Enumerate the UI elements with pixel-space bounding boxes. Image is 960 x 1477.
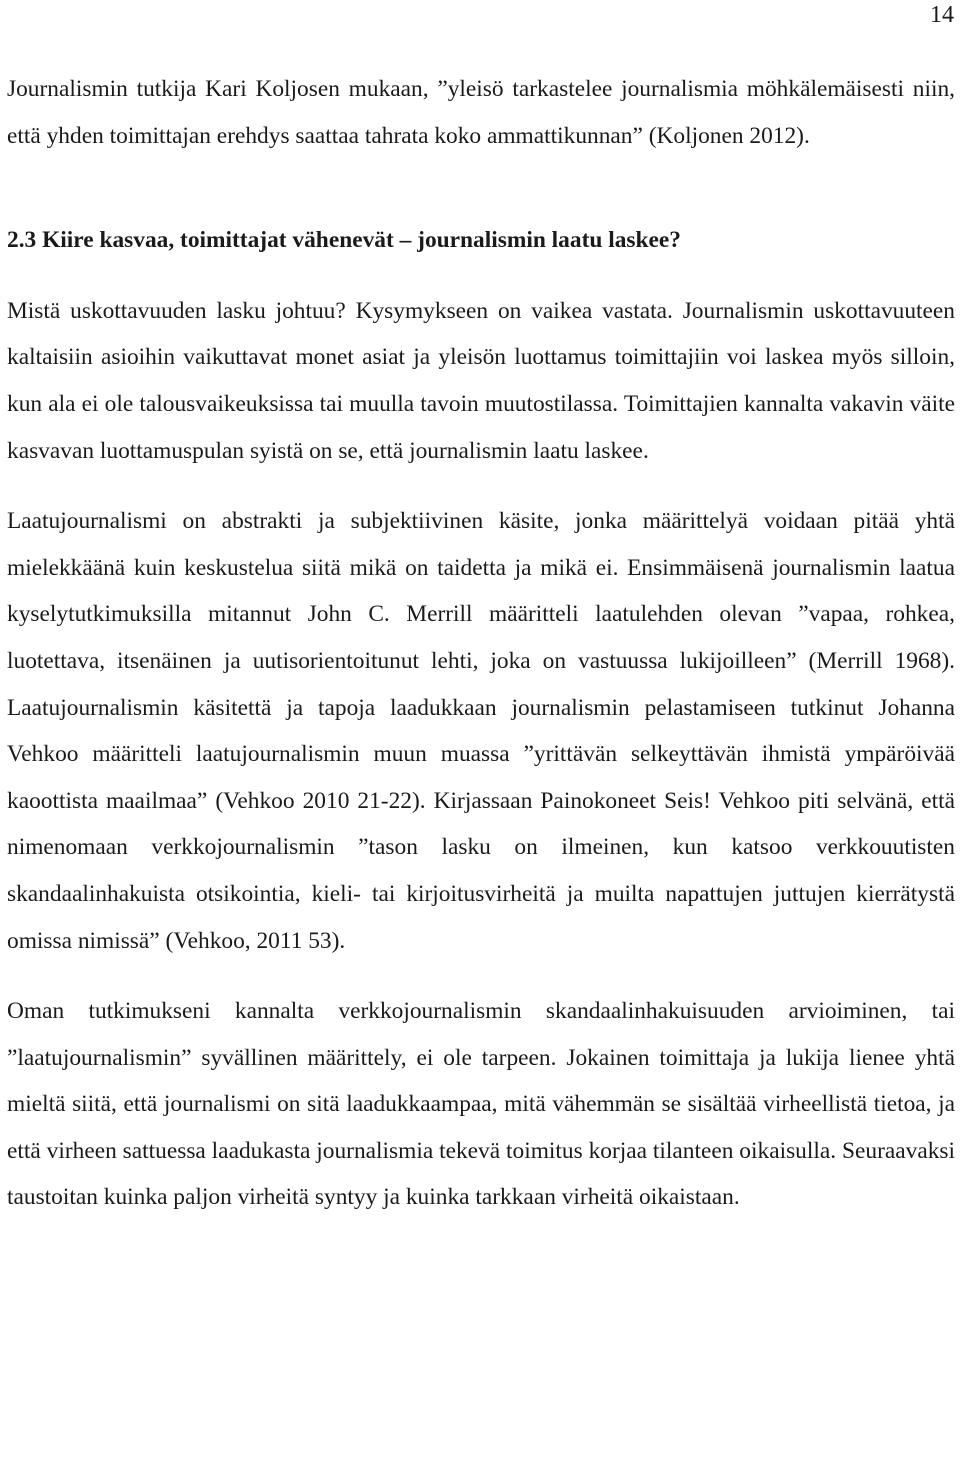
spacer — [7, 264, 955, 288]
document-body — [7, 66, 955, 1221]
paragraph-quality-journalism: Laatujournalismi on abstrakti ja subjektiivinen käsite, jonka määrittelyä voidaan pitää yhtä mielekkäänä kuin keskustelua siitä mikä on taidetta ja mikä ei. Ensimmäisenä journalismin laatua kyselytutkimuksilla mitannut John C. Merrill määritteli laatulehden olevan ”vapaa, rohkea, luotettava, itsenäinen ja uutisorientoitunut lehti, joka on vastuussa lukijoilleen” (Merrill 1968). Laatujournalismin käsitettä ja tapoja laadukkaan journalismin pelastamiseen tutkinut Johanna Vehkoo määritteli laatujournalismin muun muassa ”yrittävän selkeyttävän ihmistä ympäröivää kaoottista maailmaa” (Vehkoo 2010 21-22). Kirjassaan Painokoneet Seis! Vehkoo piti selvänä, että nimenomaan verkkojournalismin ”tason lasku on ilmeinen, kun katsoo verkkouutisten skandaalinhakuista otsikointia, kieli- tai kirjoitusvirheitä ja muilta napattujen juttujen kierrätystä omissa nimissä” (Vehkoo, 2011 53). — [7, 508, 955, 954]
paragraph-koljonen-quote: Journalismin tutkija Kari Koljosen mukaan, ”yleisö tarkastelee journalismia möhkälemäisesti niin, että yhden toimittajan erehdys saattaa tahrata koko ammattikunnan” (Koljonen 2012). — [7, 76, 955, 149]
spacer — [7, 474, 955, 498]
page-number: 14 — [930, 2, 954, 28]
spacer — [7, 964, 955, 988]
paragraph-own-research: Oman tutkimukseni kannalta verkkojournalismin skandaalinhakuisuuden arvioiminen, tai ”laatujournalismin” syvällinen määrittely, ei ole tarpeen. Jokainen toimittaja ja lukija lienee yhtä mieltä siitä, että journalismi on sitä laadukkaampaa, mitä vähemmän se sisältää virheellistä tietoa, ja että virheen sattuessa laadukasta journalismia tekevä toimitus korjaa tilanteen oikaisulla. Seuraavaksi taustoitan kuinka paljon virheitä syntyy ja kuinka tarkkaan virheitä oikaistaan. — [7, 998, 955, 1211]
paragraph-credibility: Mistä uskottavuuden lasku johtuu? Kysymykseen on vaikea vastata. Journalismin uskottavuuteen kaltaisiin asioihin vaikuttavat monet asiat ja yleisön luottamus toimittajiin voi laskea myös silloin, kun ala ei ole talousvaikeuksissa tai muulla tavoin muutostilassa. Toimittajien kannalta vakavin väite kasvavan luottamuspulan syistä on se, että journalismin laatu laskee. — [7, 297, 955, 464]
spacer — [7, 159, 955, 217]
section-heading: 2.3 Kiire kasvaa, toimittajat vähenevät – journalismin laatu laskee? — [7, 227, 681, 254]
